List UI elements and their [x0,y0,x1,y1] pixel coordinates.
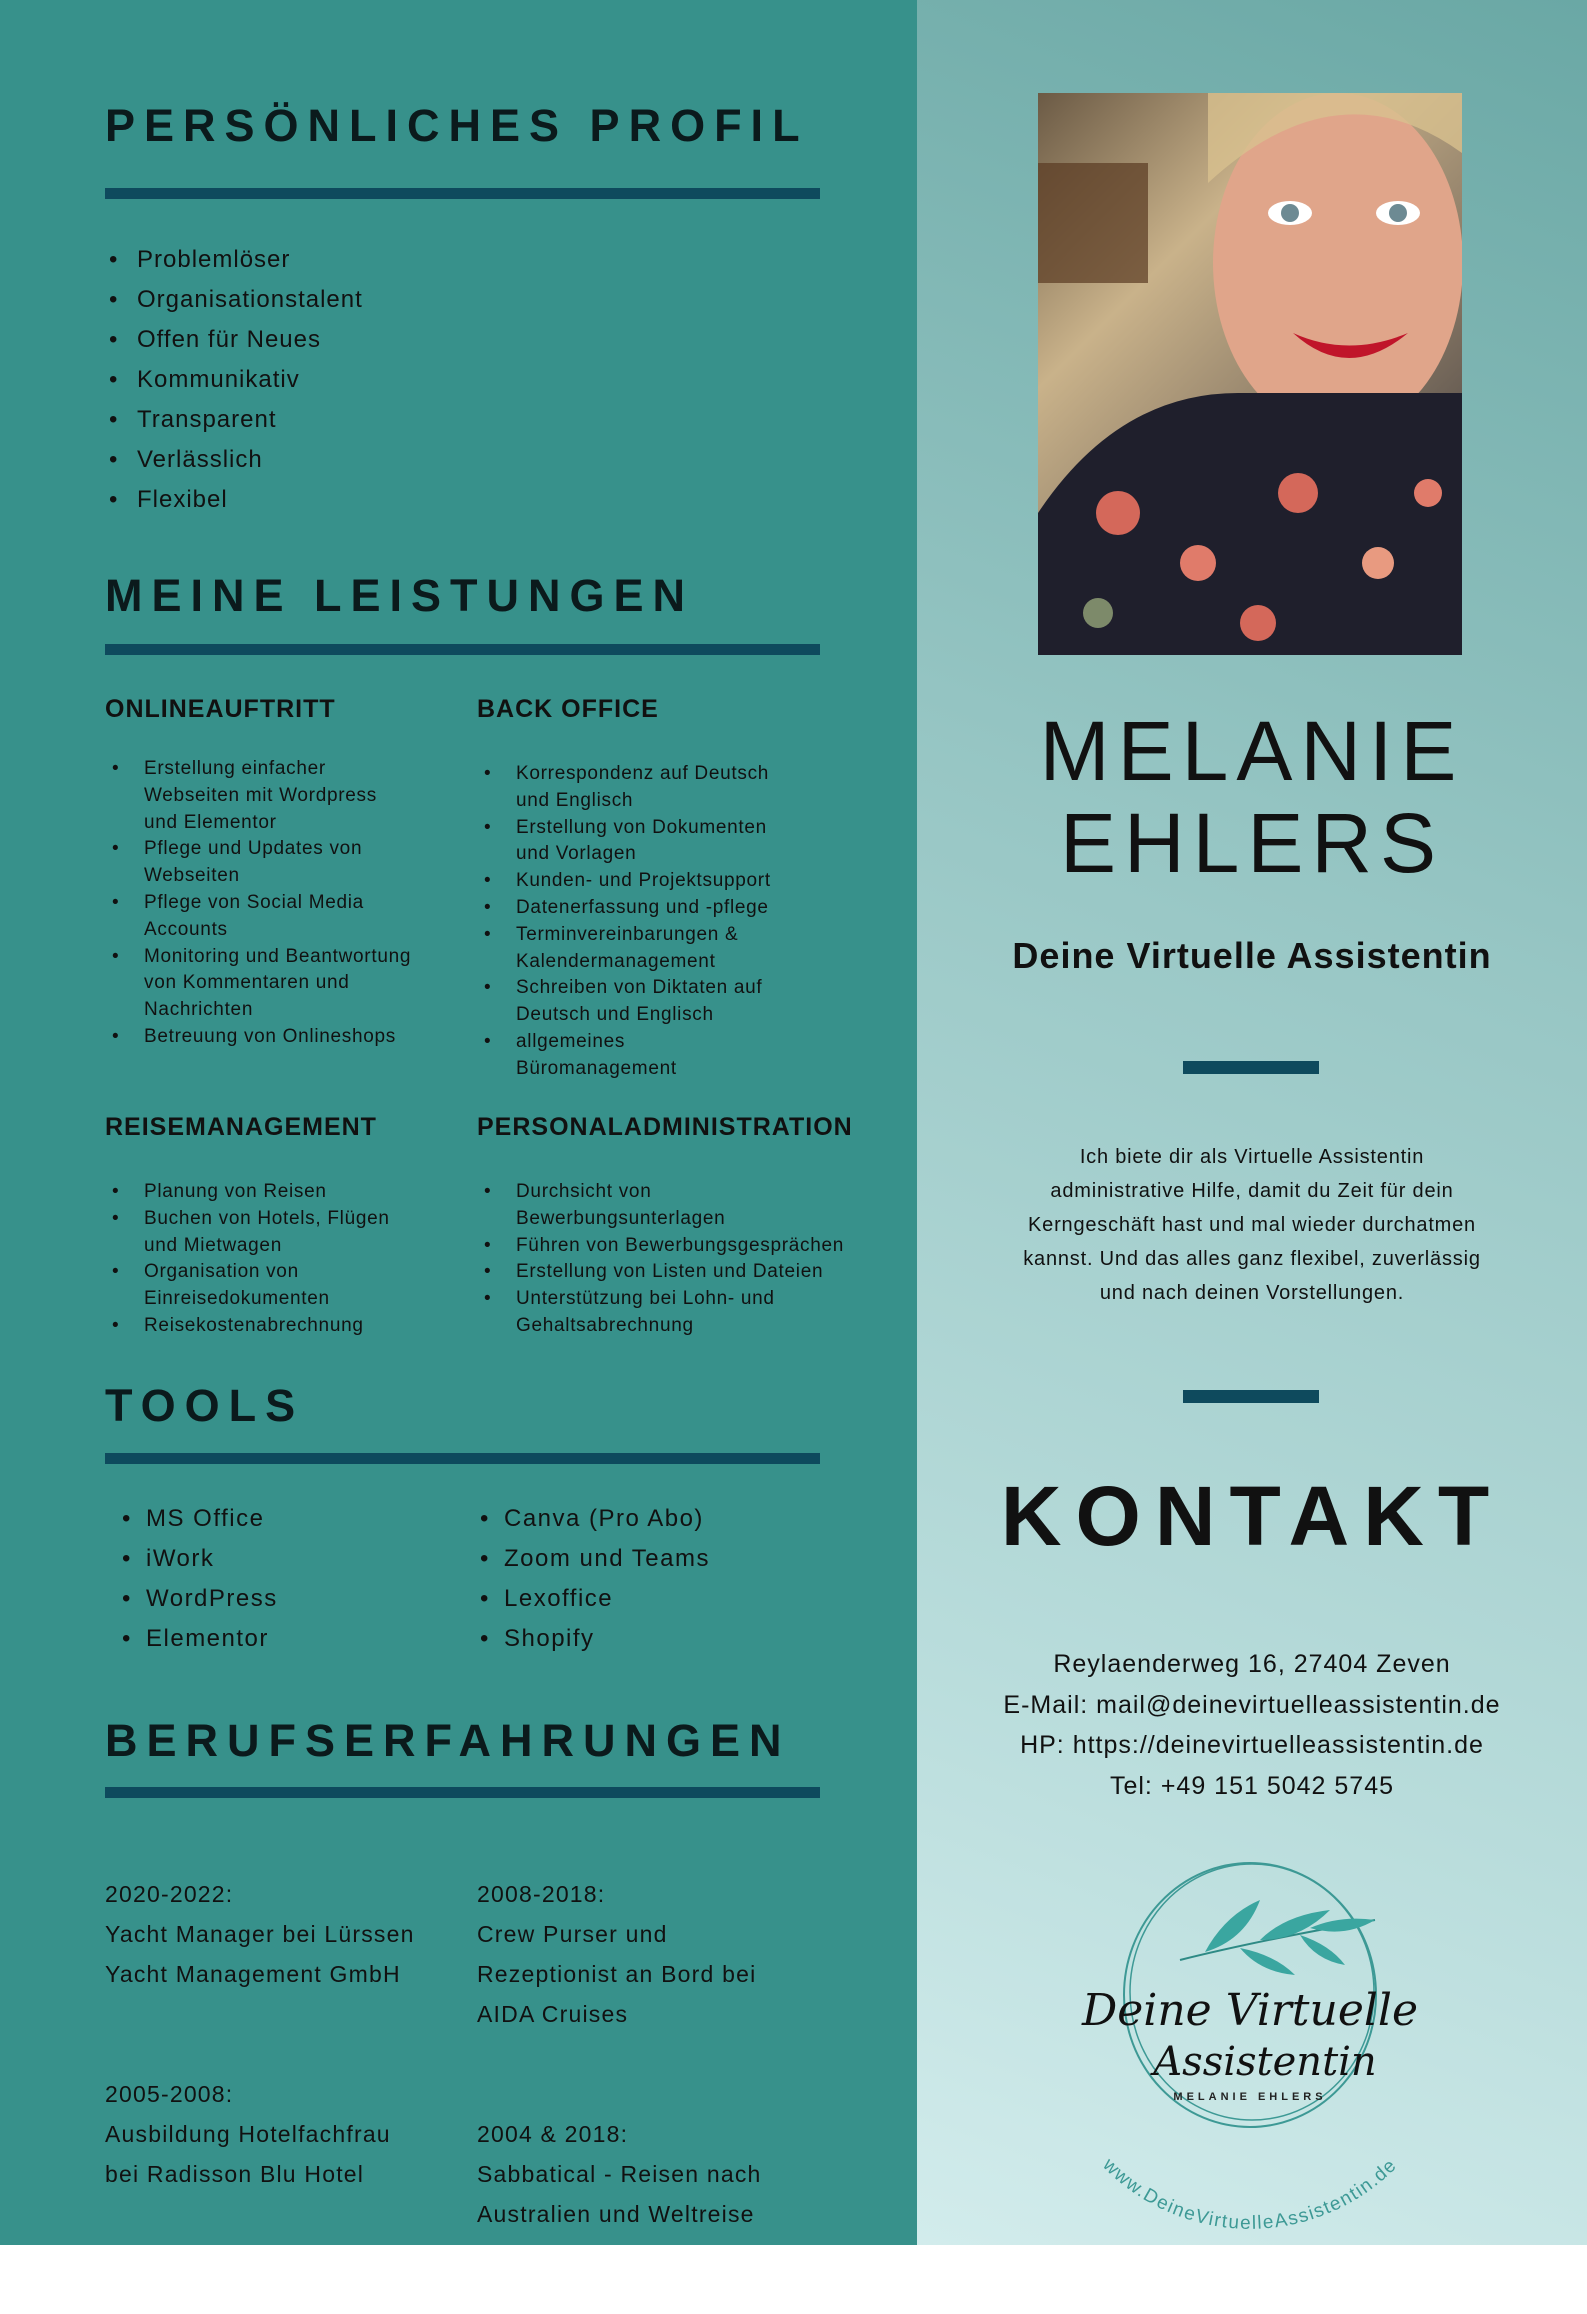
experience-column [477,1834,762,2314]
list-item: • Führen von Bewerbungsgesprächen [480,1233,844,1260]
experience-text: Sabbatical - Reisen nach Australien und Weltreise [477,2161,762,2227]
list-item: • Kommunikativ [105,360,363,400]
list-item: • Monitoring und Beantwortung von Kommentaren und Nachrichten [108,944,411,1024]
list-item: • Erstellung von Dokumenten und Vorlagen [480,815,771,869]
list-item: • MS Office [118,1499,278,1539]
list-item: • Offen für Neues [105,320,363,360]
service-group-title: PERSONALADMINISTRATION [477,1113,853,1141]
list-item: • Datenerfassung und -pflege [480,895,771,922]
list-item: • Organisationstalent [105,280,363,320]
list-item: • Pflege und Updates von Webseiten [108,836,411,890]
list-item: • Zoom und Teams [476,1539,710,1579]
experience-years: 2008-2018: [477,1881,606,1907]
experience-entry [477,2114,762,2234]
service-list [108,1179,390,1340]
contact-phone[interactable]: Tel: +49 151 5042 5745 [1109,1771,1395,1800]
service-group-title: ONLINEAUFTRITT [105,695,336,723]
section-title-services: MEINE LEISTUNGEN [105,570,695,621]
logo-line2: Assistentin [1153,2039,1377,2085]
service-group-title: BACK OFFICE [477,695,659,723]
service-list [108,756,411,1051]
experience-entry [105,2074,415,2194]
list-item: • Canva (Pro Abo) [476,1499,710,1539]
list-item: • Verlässlich [105,440,363,480]
list-item: • Buchen von Hotels, Flügen und Mietwagen [108,1206,390,1260]
tagline: Deine Virtuelle Assistentin [1012,935,1492,976]
tools-list [476,1499,710,1659]
experience-text: Ausbildung Hotelfachfrau bei Radisson Blu Hotel [105,2121,391,2187]
experience-entry [105,1874,415,1994]
section-divider [105,188,820,199]
divider-bar [1183,1061,1319,1074]
experience-column [105,1834,415,2274]
list-item: • WordPress [118,1579,278,1619]
logo-line1: Deine Virtuelle [1081,1985,1419,2036]
contact-homepage[interactable]: HP: https://deinevirtuelleassistentin.de [1020,1731,1484,1759]
list-item: • Betreuung von Onlineshops [108,1024,411,1051]
portrait-illustration [1038,93,1462,655]
list-item: • Unterstützung bei Lohn- und Gehaltsabrechnung [480,1286,844,1340]
experience-entry [477,1874,762,2034]
list-item: • Durchsicht von Bewerbungsunterlagen [480,1179,844,1233]
profile-list [105,240,363,520]
experience-years: 2004 & 2018: [477,2121,629,2147]
logo-url-text: www.DeineVirtuelleAssistentin.de [1098,2154,1402,2230]
list-item: • Korrespondenz auf Deutsch und Englisch [480,761,771,815]
list-item: • Flexibel [105,480,363,520]
list-item: • Reisekostenabrechnung [108,1313,390,1340]
contact-title: KONTAKT [1000,1469,1504,1563]
service-list [480,761,771,1083]
list-item: • Kunden- und Projektsupport [480,868,771,895]
name-first: MELANIE [1039,704,1465,798]
logo-url [1098,2154,1402,2230]
list-item: • Organisation von Einreisedokumenten [108,1259,390,1313]
list-item: • Lexoffice [476,1579,710,1619]
brand-logo [1040,1860,1460,2230]
list-item: • Planung von Reisen [108,1179,390,1206]
list-item: • Schreiben von Diktaten auf Deutsch und Englisch [480,975,771,1029]
list-item: • Shopify [476,1619,710,1659]
person-name [917,705,1587,889]
list-item: • Transparent [105,400,363,440]
experience-text: Yacht Manager bei Lürssen Yacht Management GmbH [105,1921,415,1987]
list-item: • Problemlöser [105,240,363,280]
list-item: • Erstellung einfacher Webseiten mit Wordpress und Elementor [108,756,411,836]
section-title-experience: BERUFSERFAHRUNGEN [105,1715,791,1766]
section-divider [105,1453,820,1464]
list-item: • allgemeines Büromanagement [480,1029,771,1083]
list-item: • Elementor [118,1619,278,1659]
section-title-profile: PERSÖNLICHES PROFIL [105,100,809,151]
section-title-tools: TOOLS [105,1380,305,1431]
contact-address: Reylaenderweg 16, 27404 Zeven [1053,1650,1451,1678]
experience-years: 2020-2022: [105,1881,234,1907]
list-item: • iWork [118,1539,278,1579]
experience-text: Crew Purser und Rezeptionist an Bord bei AIDA Cruises [477,1921,757,2027]
logo-sub: MELANIE EHLERS [1173,2091,1327,2103]
about-text: Ich biete dir als Virtuelle Assistentin administrative Hilfe, damit du Zeit für dein Kerngeschäft hast und mal wieder durchatmen kannst. Und das alles ganz flexibel, zuverlässig und nach deinen Vorstellungen. [1023,1146,1481,1304]
contact-email[interactable]: E-Mail: mail@deinevirtuelleassistentin.de [1003,1690,1501,1719]
experience-years: 2005-2008: [105,2081,234,2107]
list-item: • Pflege von Social Media Accounts [108,890,411,944]
contact-block [917,1644,1587,1806]
service-list [480,1179,844,1340]
service-group-title: REISEMANAGEMENT [105,1113,377,1141]
divider-bar [1183,1390,1319,1403]
list-item: • Terminvereinbarungen & Kalendermanagement [480,922,771,976]
name-last: EHLERS [1059,796,1445,890]
section-divider [105,644,820,655]
profile-photo [1038,93,1462,655]
list-item: • Erstellung von Listen und Dateien [480,1259,844,1286]
tools-list [118,1499,278,1659]
section-divider [105,1787,820,1798]
